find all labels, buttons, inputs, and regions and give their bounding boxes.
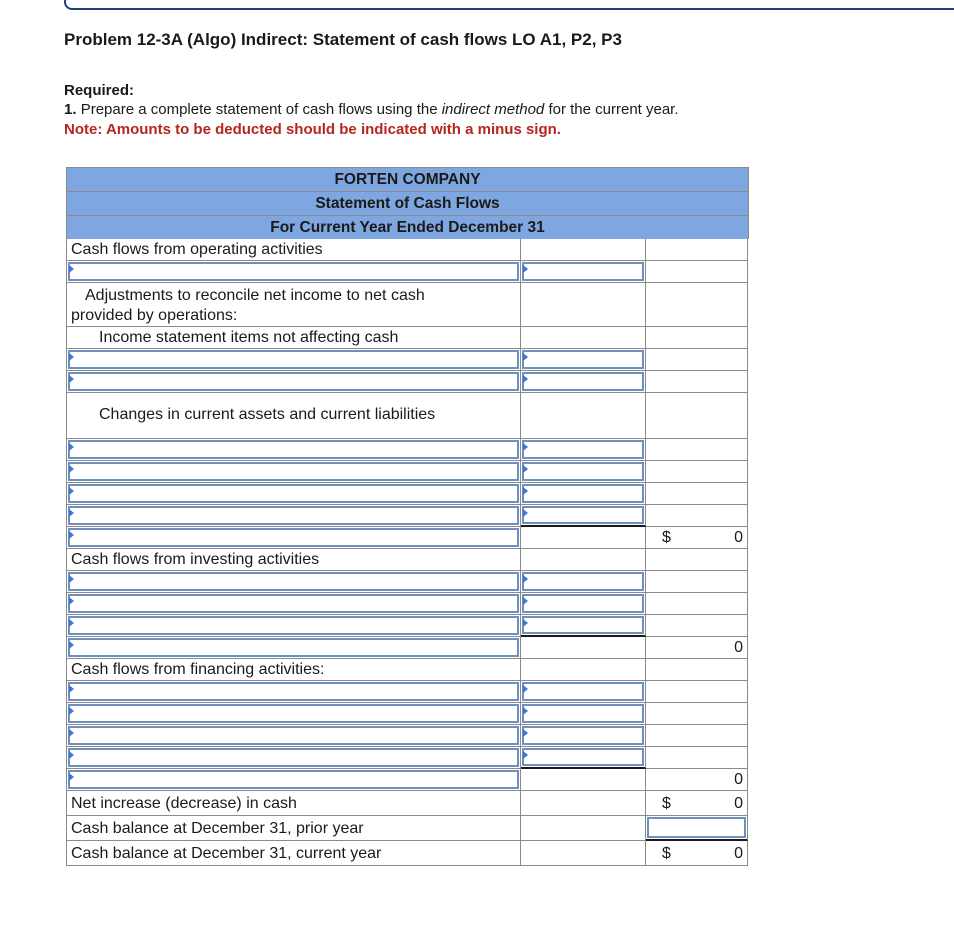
account-dropdown[interactable] [68,704,519,723]
financing-total: 0 [734,771,743,788]
investing-label: Cash flows from investing activities [71,551,320,568]
entry-row [66,261,749,283]
statement-period: For Current Year Ended December 31 [66,215,749,239]
instruction-note: Note: Amounts to be deducted should be indicated with a minus sign. [64,121,561,138]
total-row [66,769,749,791]
entry-row [66,747,749,769]
top-frame [64,0,954,10]
investing-total: 0 [734,639,743,656]
statement-name: Statement of Cash Flows [66,191,749,215]
adjustments-label: Adjustments to reconcile net income to net cash provided by operations: [71,287,425,324]
entry-row [66,593,749,615]
currency-symbol: $ [662,845,671,862]
total-row [66,527,749,549]
account-dropdown[interactable] [68,462,519,481]
current-balance-label: Cash balance at December 31, current year [71,845,382,862]
total-row [66,637,749,659]
account-dropdown[interactable] [68,616,519,635]
account-dropdown[interactable] [68,484,519,503]
account-dropdown[interactable] [68,594,519,613]
operating-total: 0 [734,529,743,546]
amount-input[interactable] [522,262,644,281]
account-dropdown[interactable] [68,440,519,459]
instruction-text: 1. Prepare a complete statement of cash flows using the indirect method for the current year. [64,101,679,118]
problem-title: Problem 12-3A (Algo) Indirect: Statement of cash flows LO A1, P2, P3 [64,30,622,49]
account-dropdown[interactable] [68,506,519,525]
amount-input[interactable] [522,572,644,591]
account-dropdown[interactable] [68,682,519,701]
cash-flow-worksheet [66,167,749,866]
operating-label: Cash flows from operating activities [71,241,323,258]
currency-symbol: $ [662,795,671,812]
entry-row [66,371,749,393]
account-dropdown[interactable] [68,572,519,591]
account-dropdown[interactable] [68,726,519,745]
net-change-label: Net increase (decrease) in cash [71,795,297,812]
section-label-row [66,239,749,261]
entry-row [66,615,749,637]
currency-symbol: $ [662,529,671,546]
entry-row [66,703,749,725]
entry-row [66,461,749,483]
company-name: FORTEN COMPANY [66,167,749,191]
amount-input[interactable] [522,350,644,369]
entry-row [66,505,749,527]
section-label-row [66,393,749,439]
amount-input[interactable] [522,748,644,766]
summary-row [66,791,749,816]
total-label-dropdown[interactable] [68,770,519,789]
entry-row [66,571,749,593]
total-label-dropdown[interactable] [68,528,519,547]
entry-row [66,483,749,505]
entry-row [66,349,749,371]
account-dropdown[interactable] [68,350,519,369]
summary-row [66,841,749,866]
total-label-dropdown[interactable] [68,638,519,657]
noncash-items-label: Income statement items not affecting cash [99,329,399,346]
entry-row [66,725,749,747]
amount-input[interactable] [522,594,644,613]
section-label-row [66,283,749,327]
financing-label: Cash flows from financing activities: [71,661,325,678]
entry-row [66,439,749,461]
section-label-row [66,327,749,349]
amount-input[interactable] [522,506,644,524]
amount-input[interactable] [522,616,644,634]
prior-balance-label: Cash balance at December 31, prior year [71,820,364,837]
entry-row [66,681,749,703]
ending-balance-value: 0 [734,845,743,862]
required-label: Required: [64,82,135,99]
amount-input[interactable] [522,484,644,503]
amount-input[interactable] [522,704,644,723]
summary-row [66,816,749,841]
amount-input[interactable] [522,440,644,459]
amount-input[interactable] [522,726,644,745]
amount-input[interactable] [522,372,644,391]
changes-label: Changes in current assets and current liabilities [99,406,436,423]
section-label-row [66,659,749,681]
amount-input[interactable] [522,462,644,481]
account-dropdown[interactable] [68,372,519,391]
prior-balance-input[interactable] [647,817,746,838]
section-label-row [66,549,749,571]
amount-input[interactable] [522,682,644,701]
account-dropdown[interactable] [68,748,519,767]
account-dropdown[interactable] [68,262,519,281]
net-change-value: 0 [734,795,743,812]
